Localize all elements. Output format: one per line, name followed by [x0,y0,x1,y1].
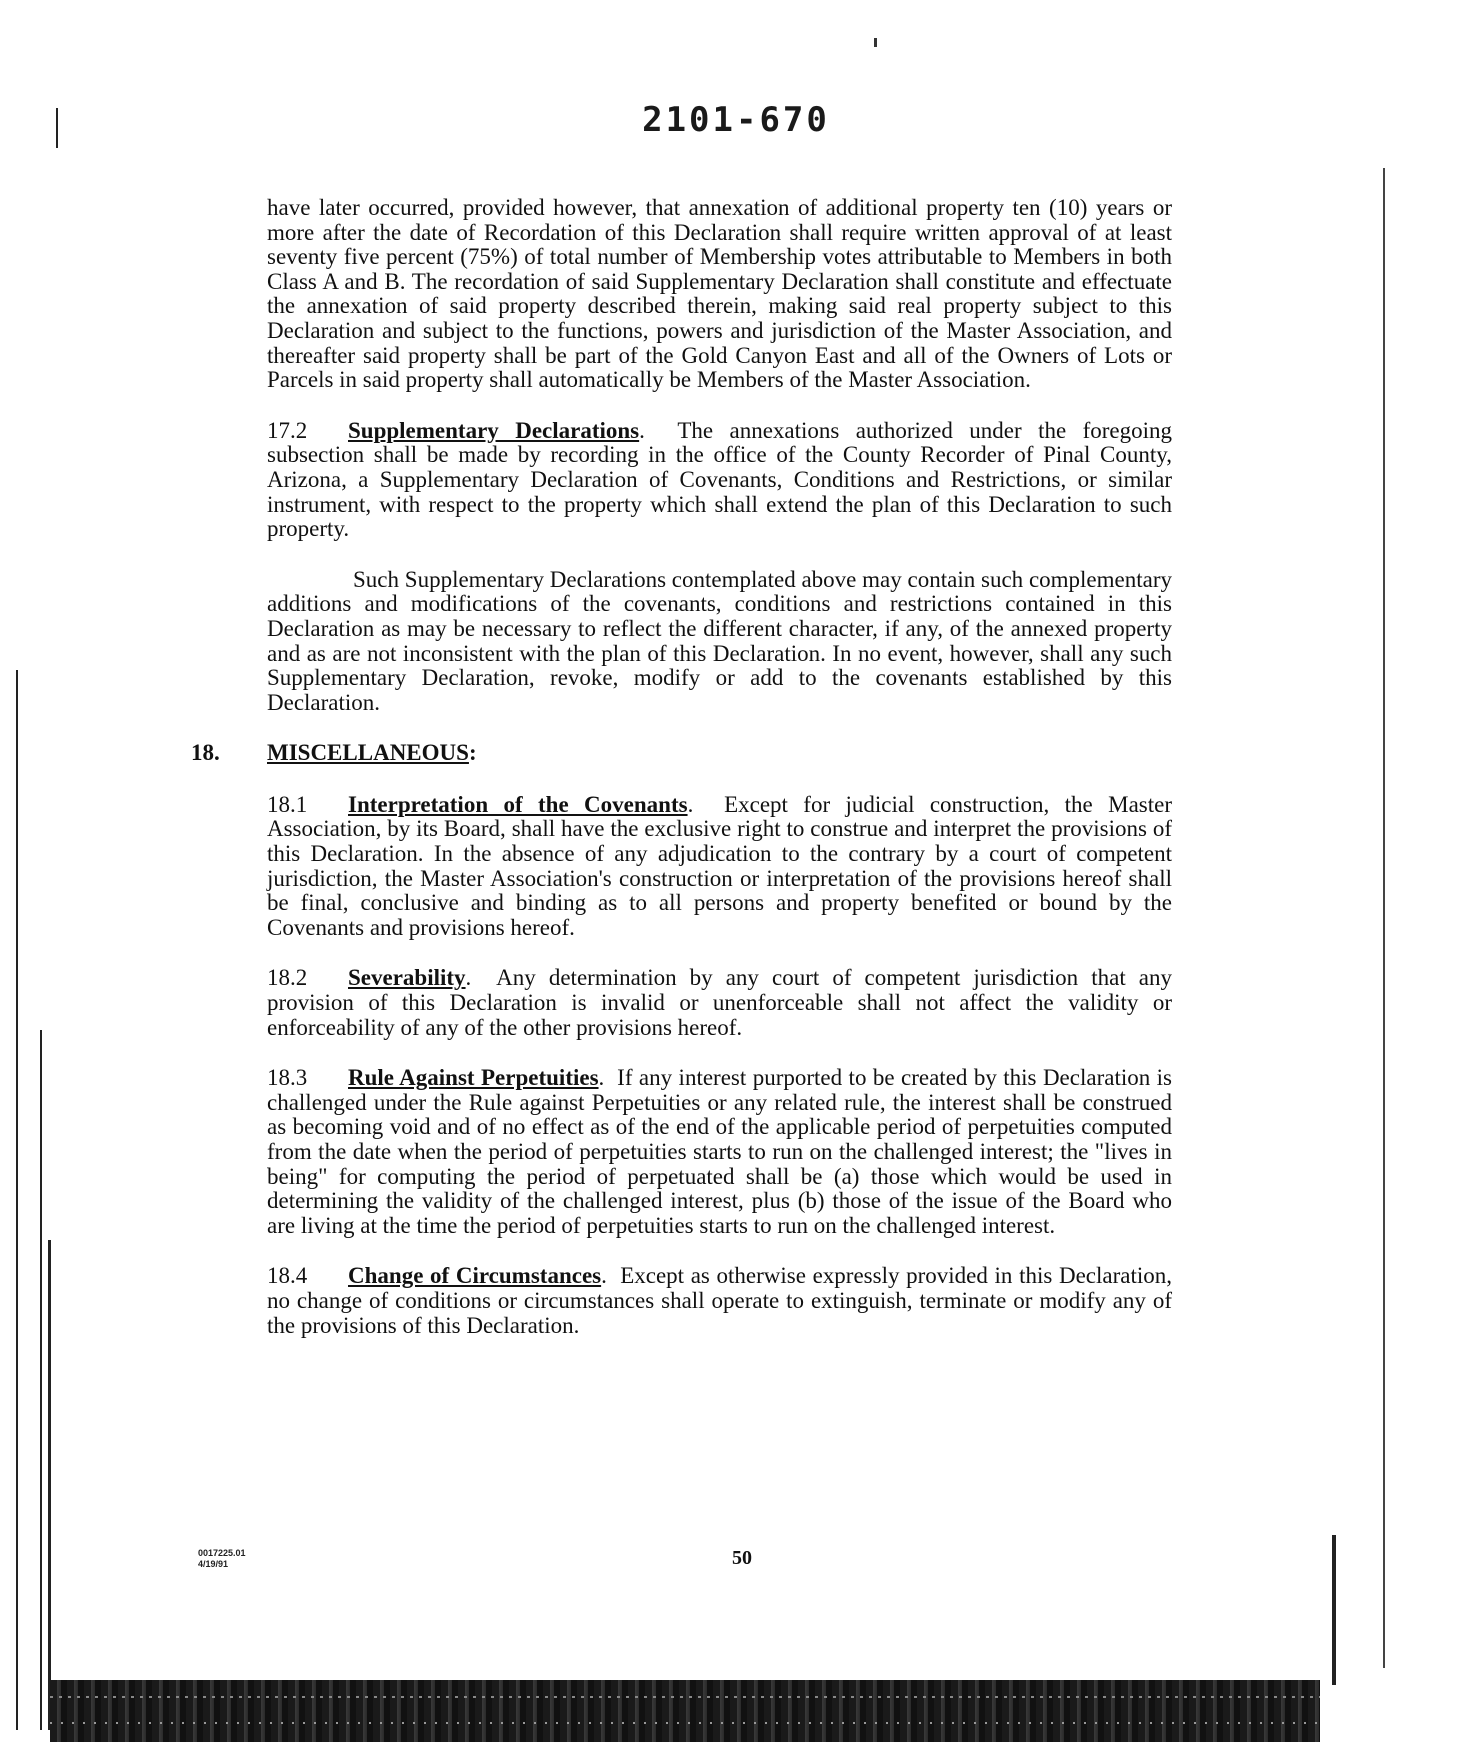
section-number: 18. [191,740,220,766]
section-18-heading [191,741,1172,766]
subsection-number: 18.1 [267,791,308,817]
section-title-colon: : [468,740,477,766]
document-body [191,195,1173,1364]
continuation-paragraph: have later occurred, provided however, that annexation of additional property ten (10) years or more after the date of Recordation of this Declaration shall require written approval of at least seventy five percent (75%) of total number of Membership votes attributable to Members in both Class A and B. The recordation of said Supplementary Declaration shall constitute and effectuate the annexation of said property described therein, making said real property subject to this Declaration and subject to the functions, powers and jurisdiction of the Master Association, and thereafter said property shall be part of the Gold Canyon East and all of the Owners of Lots or Parcels in said property shall automatically be Members of the Master Association. [267,195,1172,393]
subsection-17-2-followup: Such Supplementary Declarations contemplated above may contain such complementary additions and modifications of the covenants, conditions and restrictions contained in this Declaration as may be necessary to reflect the different character, if any, of the annexed property and as are not inconsistent with the plan of this Declaration. In no event, however, shall any such Supplementary Declaration, revoke, modify or add to the covenants established by this Declaration. [267,566,1172,715]
scan-mark [874,38,877,47]
footer-code-number: 0017225.01 [198,1548,246,1558]
subsection-title: Severability [348,965,466,991]
subsection-text: Any determination by any court of competent jurisdiction that any provision of this Declaration is invalid or unenforceable shall not affect the validity or enforceability of any of the other provisions hereof. [267,965,1173,1040]
scan-edge-line [16,670,18,1730]
scan-noise-band [50,1680,1320,1742]
subsection-number: 17.2 [267,417,308,443]
subsection-title: Rule Against Perpetuities [348,1065,599,1091]
subsection-number: 18.3 [267,1065,308,1091]
scan-edge-line [40,1030,42,1730]
subsection-text: If any interest purported to be created by this Declaration is challenged under the Rule against Perpetuities or any related rule, the interest shall be construed as becoming void and of no effect as of the end of the applicable period of perpetuities computed from the date when the period of perpetuities starts to run on the challenged interest; the "lives in being" for computing the period of perpetuated shall be (a) those which would be used in determining the validity of the challenged interest, plus (b) those of the issue of the Board who are living at the time the period of perpetuities starts to run on the challenged interest. [267,1065,1172,1238]
subsection-text: Except as otherwise expressly provided in this Declaration, no change of conditions or circumstances shall operate to extinguish, terminate or modify any of the provisions of this Declaration. [267,1263,1173,1338]
subsection-18-4: 18.4 Change of Circumstances. Except as otherwise expressly provided in this Declaration, no change of conditions or circumstances shall operate to extinguish, terminate or modify any of the provisions of this Declaration. [267,1263,1173,1338]
footer-code-date: 4/19/91 [198,1559,229,1569]
subsection-18-3: 18.3 Rule Against Perpetuities. If any interest purported to be created by this Declaration is challenged under the Rule against Perpetuities or any related rule, the interest shall be construed as becoming void and of no effect as of the end of the applicable period of perpetuities computed from the date when the period of perpetuities starts to run on the challenged interest; the "lives in being" for computing the period of perpetuated shall be (a) those which would be used in determining the validity of the challenged interest, plus (b) those of the issue of the Board who are living at the time the period of perpetuities starts to run on the challenged interest. [267,1065,1172,1238]
subsection-18-1: 18.1 Interpretation of the Covenants. Except for judicial construction, the Master Association, by its Board, shall have the exclusive right to construe and interpret the provisions of this Declaration. In the absence of any adjudication to the contrary by a court of competent jurisdiction, the Master Association's construction or interpretation of the provisions hereof shall be final, conclusive and binding as to all persons and property benefited or bound by the Covenants and provisions hereof. [267,791,1172,940]
subsection-title: Supplementary Declarations [348,417,640,443]
subsection-title: Change of Circumstances [348,1263,602,1289]
subsection-text: Except for judicial construction, the Master Association, by its Board, shall have the exclusive right to construe and interpret the provisions of this Declaration. In the absence of any adjudication to the contrary by a court of competent jurisdiction, the Master Association's construction or interpretation of the provisions hereof shall be final, conclusive and binding as to all persons and property benefited or bound by the Covenants and provisions hereof. [267,791,1172,940]
subsection-number: 18.4 [267,1263,308,1289]
section-title: MISCELLANEOUS [267,740,469,766]
scan-edge-line [48,1240,51,1730]
page-number: 50 [732,1547,752,1569]
subsection-title: Interpretation of the Covenants [348,791,688,817]
document-number: 2101-670 [642,100,830,140]
subsection-text: The annexations authorized under the foregoing subsection shall be made by recording in the office of the County Recorder of Pinal County, Arizona, a Supplementary Declaration of Covenants, Conditions and Restrictions, or similar instrument, with respect to the property which shall extend the plan of this Declaration to such property. [267,417,1172,542]
scan-edge-line [1383,168,1385,1668]
subsection-number: 18.2 [267,965,308,991]
subsection-18-2: 18.2 Severability. Any determination by any court of competent jurisdiction that any provision of this Declaration is invalid or unenforceable shall not affect the validity or enforceability of any of the other provisions hereof. [267,965,1173,1040]
subsection-17-2: 17.2 Supplementary Declarations. The annexations authorized under the foregoing subsection shall be made by recording in the office of the County Recorder of Pinal County, Arizona, a Supplementary Declaration of Covenants, Conditions and Restrictions, or similar instrument, with respect to the property which shall extend the plan of this Declaration to such property. [267,417,1172,542]
